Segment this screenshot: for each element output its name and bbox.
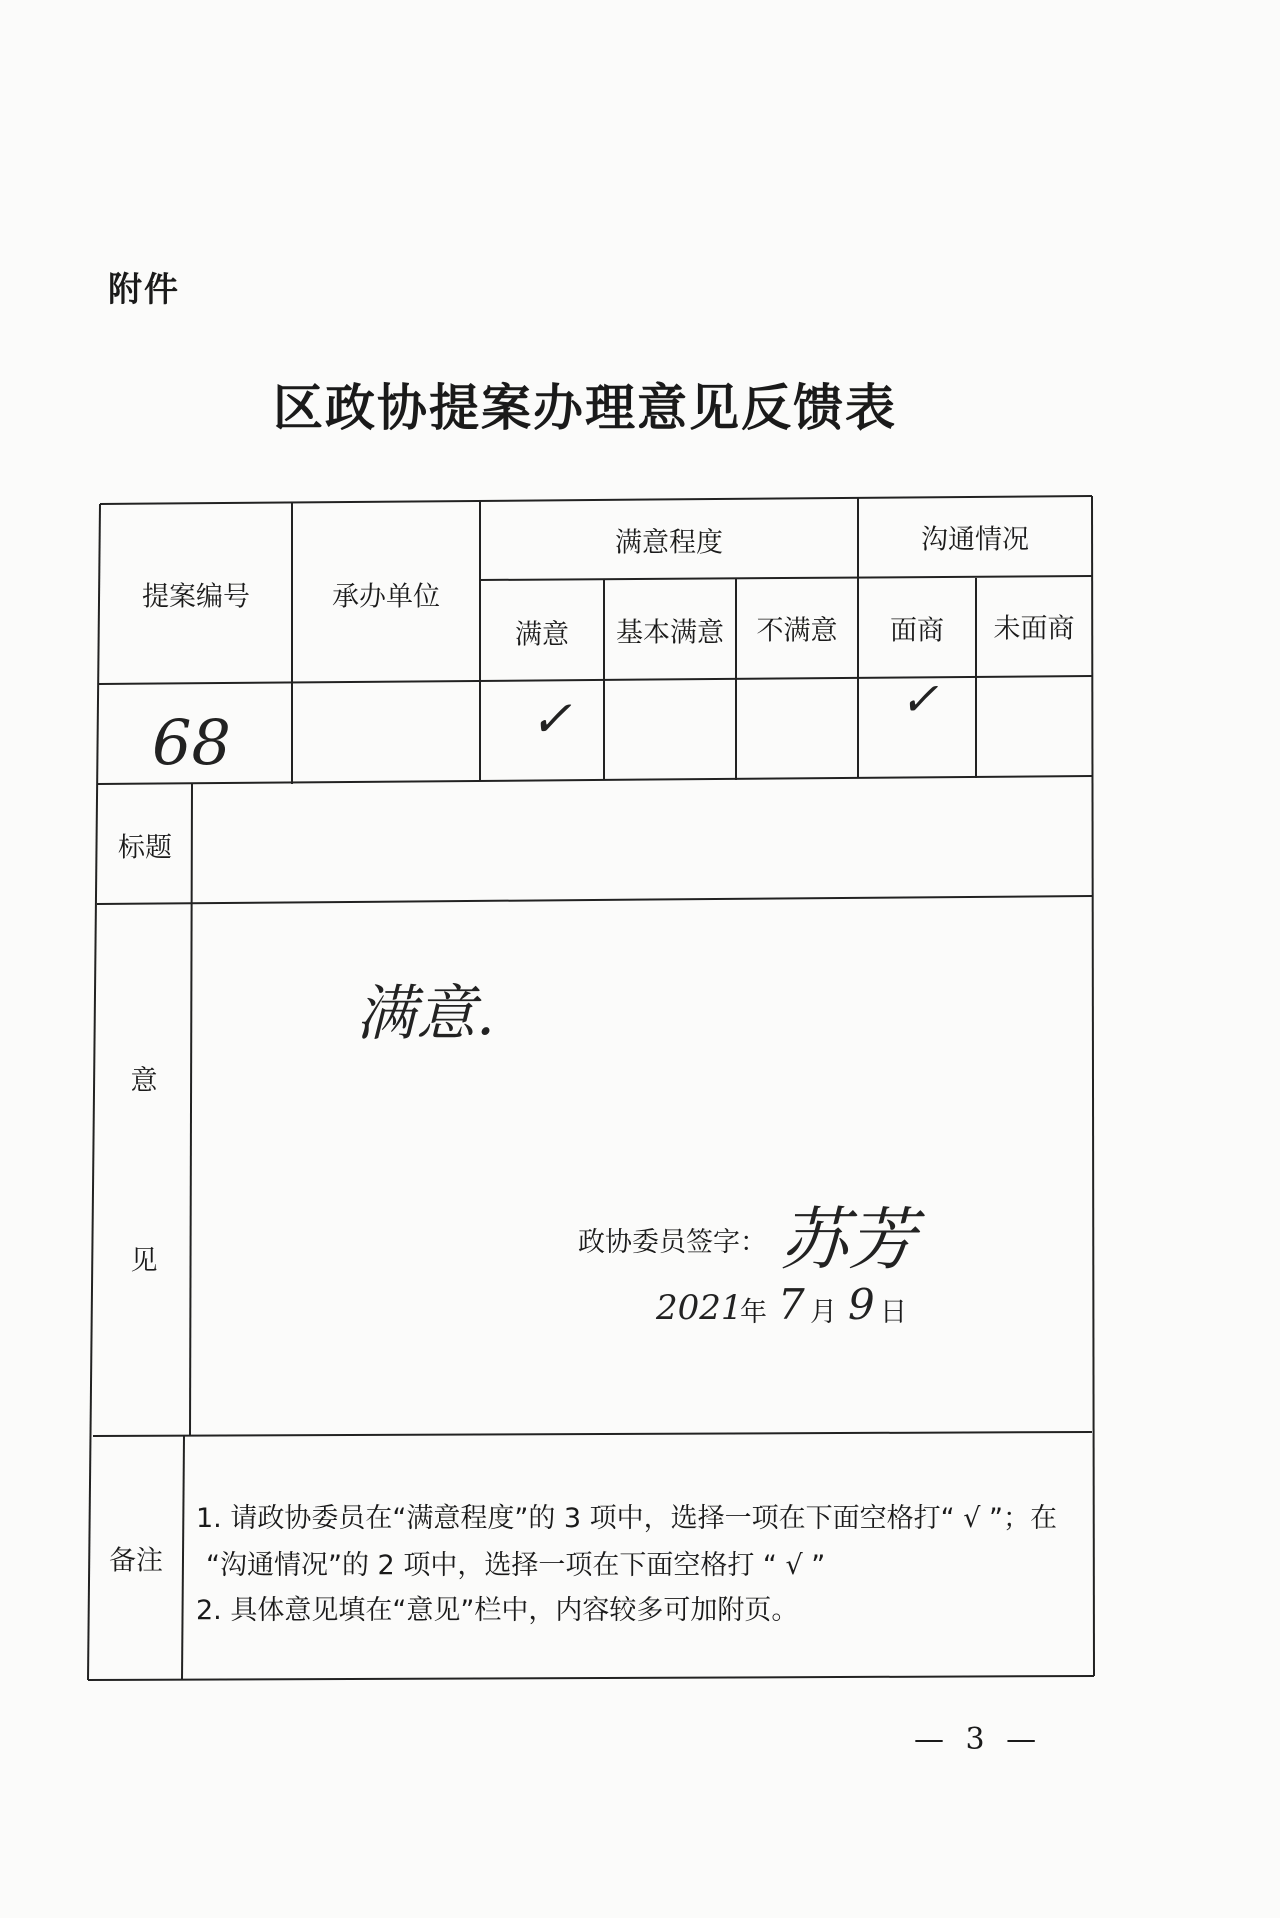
opt-face-to-face: 面商 [890,615,944,647]
date-month: 7 [778,1280,805,1329]
date-month-unit: 月 [810,1297,837,1328]
col-proposal-number: 提案编号 [142,581,250,613]
date-year-unit: 年 [740,1297,767,1328]
opt-not-face-to-face: 未面商 [993,613,1075,645]
group-communication: 沟通情况 [921,524,1029,556]
page-number: — 3 — [914,1722,1043,1757]
signature-label: 政协委员签字： [578,1227,767,1258]
opt-satisfied: 满意 [515,619,569,651]
opt-dissatisfied: 不满意 [756,615,838,647]
member-signature: 苏芳 [780,1201,917,1280]
row-opinion-label-1: 意 [130,1065,158,1097]
date-day: 9 [848,1280,875,1329]
group-satisfaction: 满意程度 [615,527,723,559]
opt-basically-satisfied: 基本满意 [616,617,724,649]
satisfied-check-mark: ✓ [530,690,572,748]
date-year: 2021 [656,1288,743,1328]
opinion-text: 满意. [356,979,496,1049]
date-day-unit: 日 [880,1297,907,1328]
remarks-line-3: 2. 具体意见填在“意见”栏中，内容较多可加附页。 [196,1595,799,1626]
proposal-number-value: 68 [152,706,231,779]
remarks-line-1: 1. 请政协委员在“满意程度”的 3 项中，选择一项在下面空格打“ √ ”；在 [196,1503,1058,1534]
remarks-line-2: “沟通情况”的 2 项中，选择一项在下面空格打 “ √ ” [206,1550,826,1581]
col-handling-unit: 承办单位 [332,581,440,613]
attachment-label: 附件 [108,270,180,310]
form-title: 区政协提案办理意见反馈表 [273,378,897,437]
face-to-face-check-mark: ✓ [900,672,939,726]
row-title-label: 标题 [118,832,172,864]
row-remarks-label: 备注 [109,1545,163,1577]
row-opinion-label-2: 见 [130,1245,158,1277]
